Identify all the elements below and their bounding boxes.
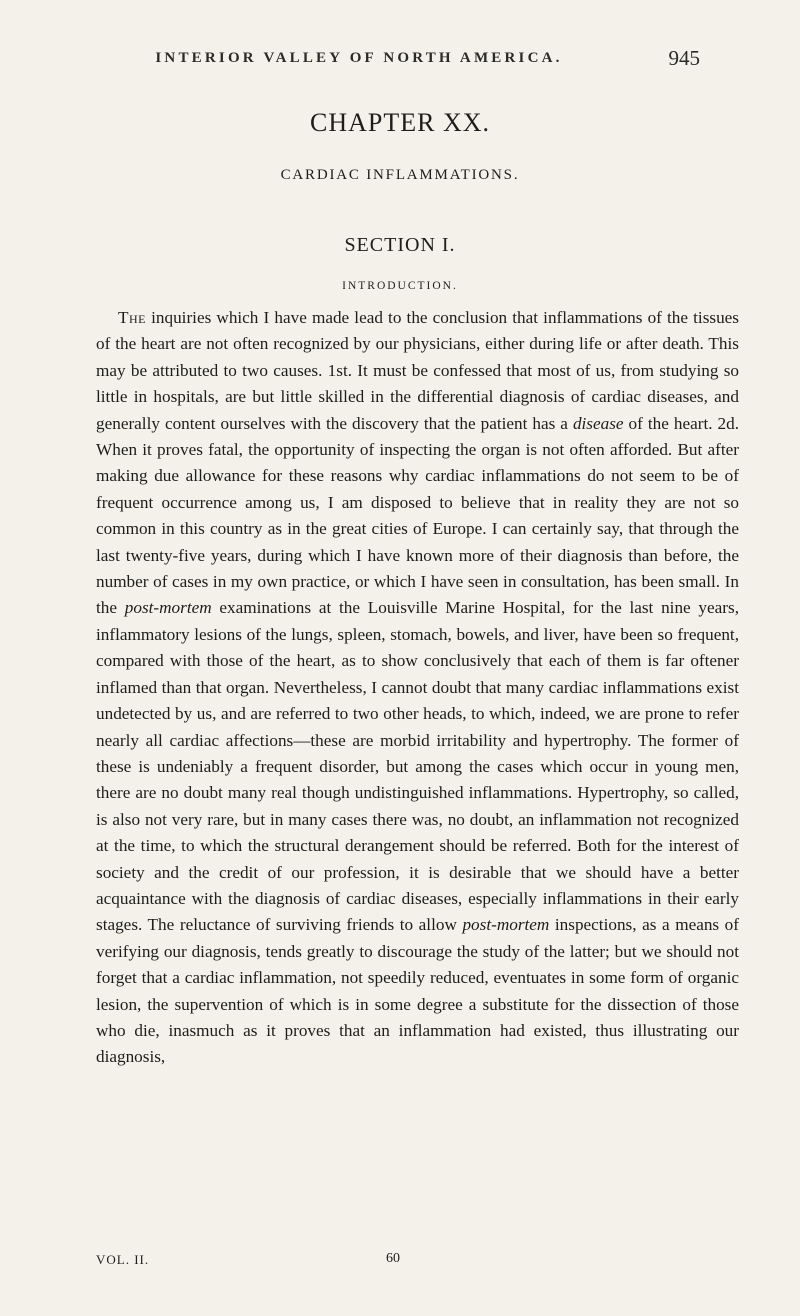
italic-post-mortem-2: post-mortem [462,915,550,935]
body-part-1: inquiries which I have made lead to the conclusion that inflammations of the tissues of the heart are not often recognized by our physicians, either during life or after death. This may be attributed to two causes. 1st. It must be confessed that most of us, from studying so little in hospitals, are but little skilled in the differential diagnosis of cardiac diseases, and generally content ourselves with the discovery that the patient has a [96,308,739,433]
body-part-2: of the heart. 2d. When it proves fatal, the opportunity of inspecting the organ is not often afforded. But after making due allowance for these reasons why cardiac inflammations do not seem to be of frequent occurrence among us, I am disposed to believe that in reality they are not so common in this country as in the great cities of Europe. I can certainly say, that through the last twenty-five years, during which I have known more of their diagnosis than before, the number of cases in my own practice, or which I have seen in consultation, has been small. In the [96,413,740,618]
italic-disease: disease [572,413,624,433]
signature-mark: 60 [386,1251,400,1266]
section-subtitle: INTRODUCTION. [342,280,458,292]
body-part-4: inspections, as a means of verifying our diagnosis, tends greatly to discourage the study of the latter; but we should not forget that a cardiac inflammation, not speedily reduced, eventuates in some form of organic lesion, the supervention of which is in some degree a substitute for the dissection of those who die, inasmuch as it proves that an inflammation had existed, thus illustrating our diagnosis, [96,915,739,1067]
page-number: 945 [668,46,700,70]
running-head [70,46,770,76]
body-paragraph [96,305,739,1071]
lead-word: The [118,308,146,327]
volume-label: VOL. II. [96,1252,150,1267]
body-text [96,305,739,1071]
chapter-title: CHAPTER XX. [309,108,490,137]
italic-post-mortem-1: post-mortem [124,598,212,618]
running-head-title: INTERIOR VALLEY OF NORTH AMERICA. [155,50,563,66]
section-title: SECTION I. [344,234,456,256]
chapter-subtitle: CARDIAC INFLAMMATIONS. [280,167,520,183]
page-footer [96,1252,739,1272]
body-part-3: examinations at the Louisville Marine Hospital, for the last nine years, inflammatory lesions of the lungs, spleen, stomach, bowels, and liver, have been so frequent, compared with those of the heart, as to show conclusively that each of them is far oftener inflamed than that organ. Nevertheless, I cannot doubt that many cardiac inflammations exist undetected by us, and are referred to two other heads, to which, indeed, we are prone to refer nearly all cardiac affections—these are morbid irritability and hypertrophy. The former of these is undeniably a frequent disorder, but among the cases which occur in young men, there are no doubt many real though undistinguished inflammations. Hypertrophy, so called, is also not very rare, but in many cases there was, no doubt, an inflammation not recognized at the time, to which the structural derangement should be referred. Both for the interest of society and the credit of our profession, it is desirable that we should have a better acquaintance with the diagnosis of cardiac diseases, especially inflammations in their early stages. The reluctance of surviving friends to allow [96,598,739,935]
